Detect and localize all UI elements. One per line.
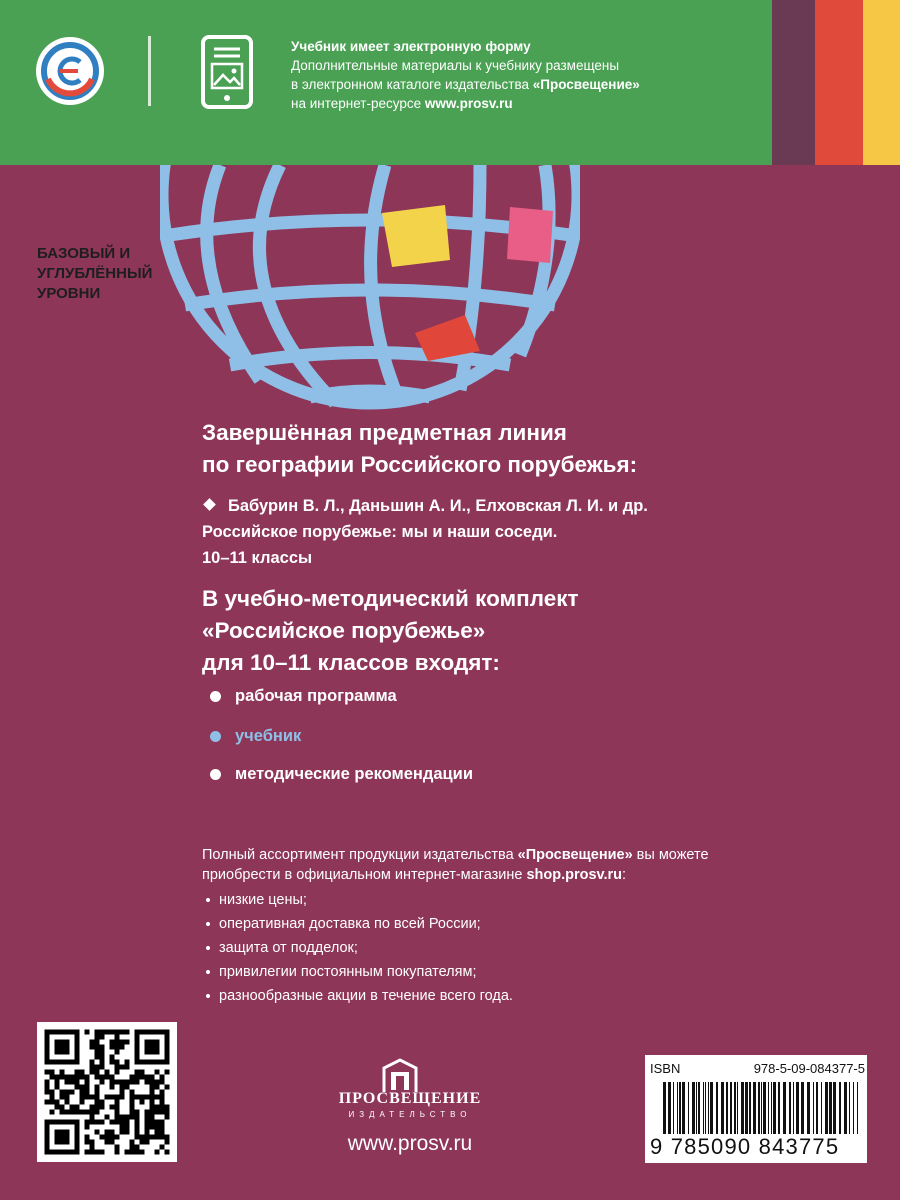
isbn-line (650, 1061, 865, 1076)
barcode-bars (663, 1082, 861, 1134)
list-item: разнообразные акции в течение всего года. (206, 984, 513, 1008)
diamond-bullet-icon (203, 498, 216, 511)
e-form-line-2: в электронном каталоге издательства «Просвещение» (291, 77, 640, 92)
bullet-dot-icon (210, 691, 221, 702)
list-item: привилегии постоянным покупателям; (206, 960, 513, 984)
publisher-subtitle: ИЗДАТЕЛЬСТВО (348, 1110, 472, 1119)
globe-illustration (160, 165, 580, 415)
color-stripe-red (815, 0, 863, 165)
e-form-line-1: Дополнительные материалы к учебнику размещены (291, 58, 620, 73)
subject-line-heading-1: Завершённая предметная линия (202, 420, 567, 445)
publisher-name: ПРОСВЕЩЕНИЕ (338, 1090, 482, 1107)
globe-tile-yellow (382, 205, 450, 267)
shop-link: shop.prosv.ru (526, 867, 623, 883)
kit-item-current: учебник (210, 727, 301, 746)
kit-item: методические рекомендации (210, 765, 473, 784)
kit-item: рабочая программа (210, 687, 397, 706)
bullet-dot-icon (210, 769, 221, 780)
publisher-logo-icon (380, 1058, 420, 1094)
qr-code (37, 1022, 177, 1162)
list-item: низкие цены; (206, 888, 513, 912)
color-stripe-yellow (863, 0, 900, 165)
list-item: оперативная доставка по всей России; (206, 912, 513, 936)
barcode-digits: 9 785090 843775 (650, 1134, 840, 1159)
color-stripe-purple (772, 0, 815, 165)
shop-benefits-list (206, 888, 513, 1008)
tablet-icon (200, 34, 254, 110)
kit-heading-3: для 10–11 классов входят: (202, 650, 500, 675)
e-form-line-3: на интернет-ресурсе www.prosv.ru (291, 96, 513, 111)
e-form-text (291, 37, 640, 113)
kit-heading-1: В учебно-методический комплект (202, 586, 579, 611)
banner-divider (148, 36, 151, 106)
bullet-dot-icon (210, 731, 221, 742)
e-textbook-logo-icon (34, 35, 106, 107)
level-label: БАЗОВЫЙ И УГЛУБЛЁННЫЙ УРОВНИ (37, 245, 153, 302)
subject-line-heading-2: по географии Российского порубежья: (202, 452, 638, 477)
shop-info: Полный ассортимент продукции издательства «Просвещение» вы можете приобрести в официальном интернет-магазине shop.prosv.ru: (202, 847, 709, 883)
textbook-entry: Бабурин В. Л., Даньшин А. И., Елховская Л. И. и др. Российское порубежье: мы и наши соседи. 10–11 классы (202, 497, 648, 567)
kit-heading-2: «Российское порубежье» (202, 618, 486, 643)
e-form-title: Учебник имеет электронную форму (291, 39, 531, 54)
isbn-label: ISBN (650, 1061, 681, 1076)
e-form-banner (0, 0, 900, 165)
list-item: защита от подделок; (206, 936, 513, 960)
isbn-number: 978-5-09-084377-5 (753, 1061, 865, 1076)
publisher-url: www.prosv.ru (347, 1132, 473, 1155)
globe-tile-pink (507, 207, 553, 263)
